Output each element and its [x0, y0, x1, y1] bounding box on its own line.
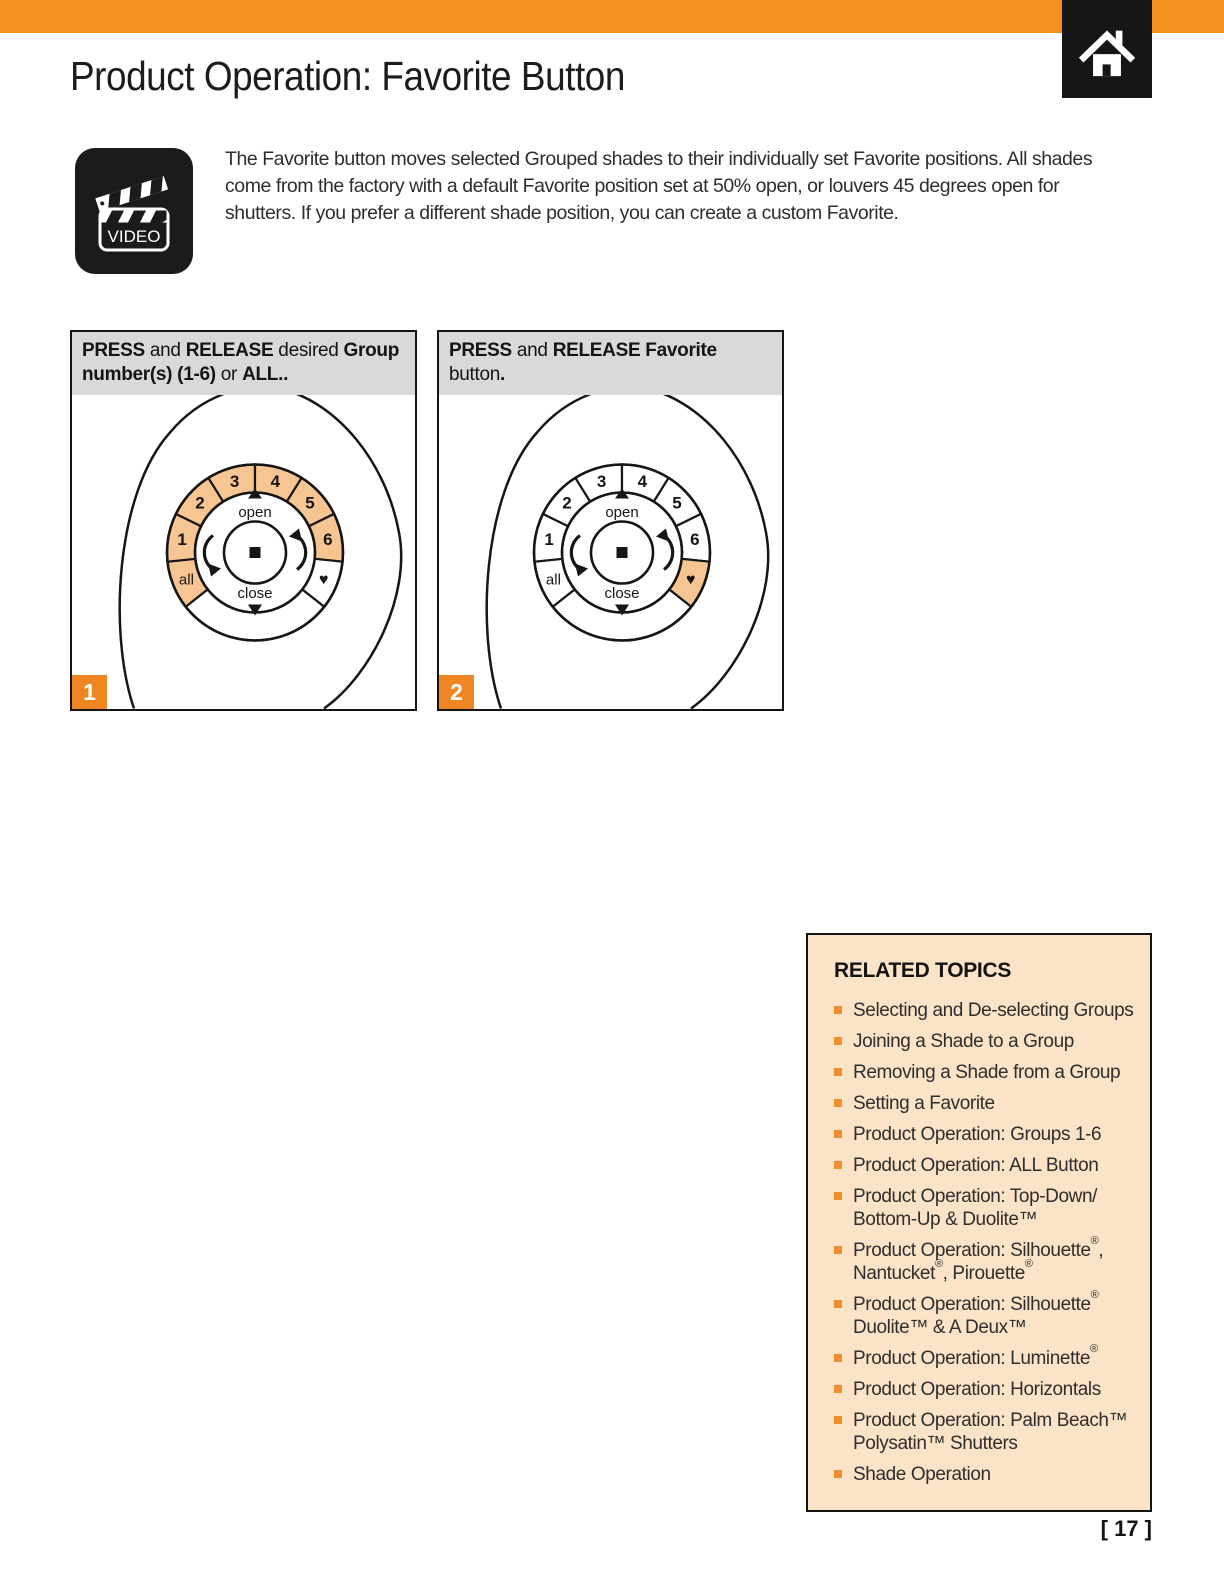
bullet-icon: [834, 1354, 842, 1362]
remote-button-label-4: 4: [637, 471, 648, 491]
remote-button-label-1: 1: [544, 530, 554, 550]
video-clapperboard-icon: [75, 148, 193, 274]
open-label: open: [605, 504, 639, 521]
related-topic-link[interactable]: [834, 1154, 1142, 1177]
step-caption-1: PRESS and RELEASE desired Group number(s) (1-6) or ALL..: [72, 332, 415, 395]
related-topic-text: Product Operation: Top-Down/ Bottom-Up & Duolite™: [853, 1186, 1098, 1230]
video-button[interactable]: [75, 148, 193, 274]
remote-button-label-all: all: [545, 571, 561, 589]
step-panel-1: [70, 330, 417, 711]
remote-button-label-1: 1: [177, 530, 187, 550]
close-label: close: [237, 585, 273, 602]
bullet-icon: [834, 1037, 842, 1045]
related-topic-text: Shade Operation: [853, 1464, 991, 1485]
top-accent-bar: [0, 0, 1224, 33]
remote-button-label-6: 6: [690, 530, 700, 550]
stop-button-icon: [250, 547, 261, 558]
remote-button-label-all: all: [178, 571, 194, 589]
step-number-badge-2: 2: [439, 675, 474, 709]
home-button[interactable]: [1062, 0, 1152, 98]
open-label: open: [238, 504, 272, 521]
remote-button-label-6: 6: [323, 530, 333, 550]
related-topic-link[interactable]: [834, 1463, 1142, 1486]
related-topic-text: Product Operation: Silhouette® Duolite™ & A Deux™: [853, 1288, 1099, 1338]
related-topics-title: RELATED TOPICS: [834, 959, 1012, 982]
related-topic-text: Joining a Shade to a Group: [853, 1031, 1074, 1052]
related-topics-box: [806, 933, 1152, 1512]
close-label: close: [604, 585, 640, 602]
related-topic-link[interactable]: [834, 999, 1142, 1022]
step-caption-2: PRESS and RELEASE Favorite button.: [439, 332, 782, 395]
remote-button-label-5: 5: [305, 493, 315, 513]
related-topic-text: Product Operation: Groups 1-6: [853, 1124, 1102, 1145]
bullet-icon: [834, 1006, 842, 1014]
step-panel-2: [437, 330, 784, 711]
page-title: Product Operation: Favorite Button: [70, 53, 625, 99]
home-icon: [1074, 16, 1140, 82]
bullet-icon: [834, 1192, 842, 1200]
related-topic-link[interactable]: [834, 1409, 1142, 1455]
remote-button-label-3: 3: [596, 471, 607, 491]
related-topic-link[interactable]: [834, 1342, 1142, 1370]
related-topic-link[interactable]: [834, 1030, 1142, 1053]
related-topic-text: Product Operation: Palm Beach™ Polysatin™ Shutters: [853, 1410, 1128, 1454]
remote-button-label-2: 2: [195, 493, 205, 513]
remote-button-label-5: 5: [672, 493, 682, 513]
related-topic-link[interactable]: [834, 1378, 1142, 1401]
related-topic-link[interactable]: [834, 1123, 1142, 1146]
related-topic-link[interactable]: [834, 1092, 1142, 1115]
stop-button-icon: [617, 547, 628, 558]
bullet-icon: [834, 1068, 842, 1076]
bullet-icon: [834, 1300, 842, 1308]
bullet-icon: [834, 1385, 842, 1393]
remote-button-label-4: 4: [270, 471, 281, 491]
bullet-icon: [834, 1161, 842, 1169]
video-label: VIDEO: [107, 227, 161, 246]
bullet-icon: [834, 1099, 842, 1107]
related-topic-link[interactable]: [834, 1061, 1142, 1084]
bullet-icon: [834, 1470, 842, 1478]
remote-button-label-favorite: ♥: [685, 571, 696, 589]
related-topic-text: Product Operation: Silhouette®, Nantucket®, Pirouette®: [853, 1234, 1104, 1284]
related-topic-link[interactable]: [834, 1288, 1142, 1339]
related-topic-text: Removing a Shade from a Group: [853, 1062, 1121, 1083]
related-topic-text: Product Operation: Horizontals: [853, 1379, 1101, 1400]
page-number: [ 17 ]: [1100, 1516, 1152, 1541]
remote-button-label-favorite: ♥: [318, 571, 329, 589]
related-topics-list: [834, 999, 1142, 1486]
related-topic-text: Product Operation: Luminette®: [853, 1342, 1098, 1369]
related-topic-link[interactable]: [834, 1234, 1142, 1285]
related-topic-text: Selecting and De-selecting Groups: [853, 1000, 1134, 1021]
step-number-badge-1: 1: [72, 675, 107, 709]
related-topic-link[interactable]: [834, 1185, 1142, 1231]
bullet-icon: [834, 1416, 842, 1424]
remote-button-label-3: 3: [229, 471, 240, 491]
bullet-icon: [834, 1246, 842, 1254]
related-topic-text: Product Operation: ALL Button: [853, 1155, 1099, 1176]
intro-paragraph: The Favorite button moves selected Grouped shades to their individually set Favorite positions. All shades come from the factory with a default Favorite position set at 50% open, or louvers 45 degrees open for shutters. If you prefer a different shade position, you can create a custom Favorite.: [225, 148, 1093, 224]
bullet-icon: [834, 1130, 842, 1138]
remote-button-label-2: 2: [562, 493, 572, 513]
related-topic-text: Setting a Favorite: [853, 1093, 995, 1114]
